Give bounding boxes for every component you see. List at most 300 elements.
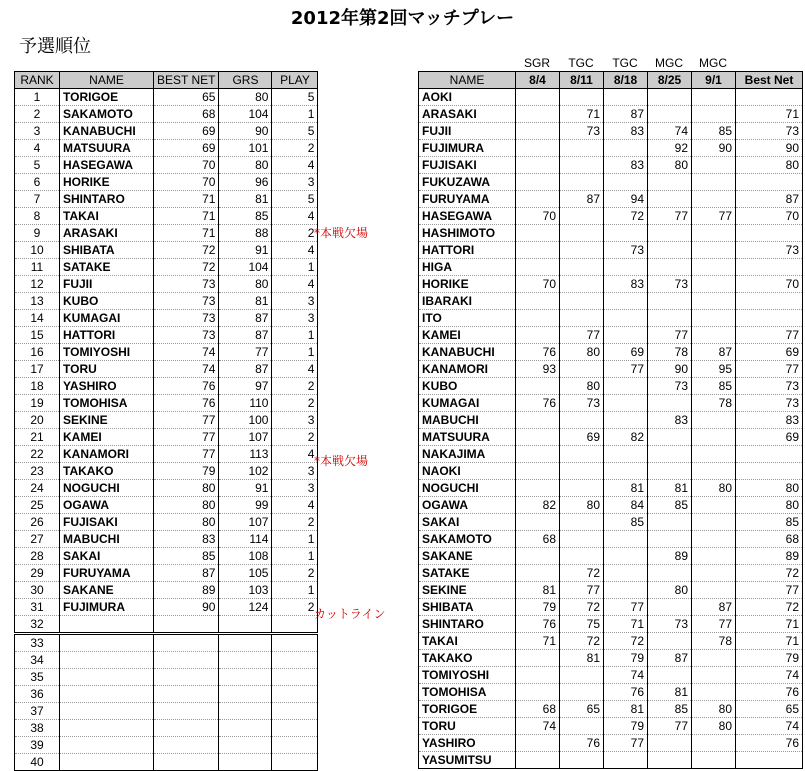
round-score-cell — [560, 463, 604, 480]
table-row — [419, 344, 803, 361]
name-cell: NOGUCHI — [60, 480, 154, 497]
rank-cell: 4 — [15, 140, 60, 157]
name-cell: TAKAKO — [60, 463, 154, 480]
best-net-cell: 72 — [736, 565, 803, 582]
rank-cell: 20 — [15, 412, 60, 429]
event-label-3: TGC — [612, 56, 638, 70]
rank-cell: 15 — [15, 327, 60, 344]
best-net-cell — [154, 669, 219, 686]
round-score-cell — [604, 174, 648, 191]
player-name-cell: TORU — [419, 718, 516, 735]
round-score-cell: 83 — [604, 123, 648, 140]
round-score-cell — [648, 752, 692, 769]
round-score-cell: 81 — [604, 480, 648, 497]
best-net-cell: 80 — [154, 480, 219, 497]
best-net-cell: 80 — [736, 157, 803, 174]
grs-cell: 81 — [219, 191, 272, 208]
col-header-rank: RANK — [15, 72, 60, 89]
round-scores-table — [418, 71, 803, 769]
round-score-cell — [648, 735, 692, 752]
play-cell: 4 — [272, 497, 318, 514]
round-score-cell — [692, 191, 736, 208]
best-net-cell — [736, 259, 803, 276]
rank-cell: 6 — [15, 174, 60, 191]
round-score-cell — [560, 514, 604, 531]
player-name-cell: MATSUURA — [419, 429, 516, 446]
name-cell: OGAWA — [60, 497, 154, 514]
round-score-cell: 68 — [516, 531, 560, 548]
round-score-cell — [516, 650, 560, 667]
table-row — [419, 463, 803, 480]
table-row — [15, 89, 318, 106]
col-header-best-net: Best Net — [736, 72, 803, 89]
table-row — [15, 174, 318, 191]
best-net-cell — [154, 703, 219, 720]
best-net-cell: 72 — [736, 599, 803, 616]
player-name-cell: KUBO — [419, 378, 516, 395]
round-score-cell: 69 — [560, 429, 604, 446]
round-score-cell — [692, 225, 736, 242]
best-net-cell: 87 — [154, 565, 219, 582]
best-net-cell: 74 — [154, 344, 219, 361]
rank-cell: 1 — [15, 89, 60, 106]
round-score-cell: 80 — [692, 701, 736, 718]
grs-cell — [219, 737, 272, 754]
round-score-cell: 87 — [692, 344, 736, 361]
player-name-cell: TAKAI — [419, 633, 516, 650]
table-row — [419, 123, 803, 140]
name-cell: HORIKE — [60, 174, 154, 191]
col-header-date-2: 8/11 — [560, 72, 604, 89]
play-cell: 5 — [272, 191, 318, 208]
round-score-cell — [648, 599, 692, 616]
round-score-cell: 74 — [648, 123, 692, 140]
rank-cell: 31 — [15, 599, 60, 616]
best-net-cell: 73 — [736, 242, 803, 259]
round-score-cell — [516, 123, 560, 140]
best-net-cell: 80 — [154, 497, 219, 514]
rank-cell: 11 — [15, 259, 60, 276]
round-score-cell — [604, 89, 648, 106]
grs-cell: 88 — [219, 225, 272, 242]
name-cell: FUJISAKI — [60, 514, 154, 531]
play-cell: 3 — [272, 480, 318, 497]
round-score-cell — [604, 140, 648, 157]
round-score-cell — [560, 531, 604, 548]
round-score-cell: 77 — [604, 599, 648, 616]
round-score-cell — [516, 684, 560, 701]
name-cell: SHINTARO — [60, 191, 154, 208]
grs-cell — [219, 703, 272, 720]
name-cell: KANAMORI — [60, 446, 154, 463]
grs-cell — [219, 754, 272, 771]
round-score-cell: 68 — [516, 701, 560, 718]
round-score-cell: 73 — [648, 378, 692, 395]
round-score-cell — [692, 242, 736, 259]
table-row — [419, 310, 803, 327]
player-name-cell: FUJIMURA — [419, 140, 516, 157]
round-score-cell: 85 — [692, 123, 736, 140]
name-cell: TAKAI — [60, 208, 154, 225]
round-score-cell — [692, 650, 736, 667]
round-score-cell — [692, 582, 736, 599]
round-score-cell — [692, 565, 736, 582]
play-cell: 3 — [272, 463, 318, 480]
table-row — [15, 446, 318, 463]
player-name-cell: ARASAKI — [419, 106, 516, 123]
best-net-cell: 83 — [154, 531, 219, 548]
cutline-label: カットライン — [314, 607, 386, 621]
round-score-cell — [516, 140, 560, 157]
round-score-cell: 81 — [648, 684, 692, 701]
round-score-cell: 87 — [648, 650, 692, 667]
player-name-cell: SHIBATA — [419, 599, 516, 616]
table-row — [15, 754, 318, 771]
play-cell: 4 — [272, 361, 318, 378]
play-cell: 1 — [272, 327, 318, 344]
round-score-cell — [692, 310, 736, 327]
round-score-cell — [560, 718, 604, 735]
grs-cell: 101 — [219, 140, 272, 157]
round-score-cell — [604, 259, 648, 276]
round-score-cell: 87 — [604, 106, 648, 123]
round-score-cell: 82 — [516, 497, 560, 514]
player-name-cell: KANAMORI — [419, 361, 516, 378]
player-name-cell: TAKAKO — [419, 650, 516, 667]
play-cell: 1 — [272, 531, 318, 548]
round-score-cell — [560, 310, 604, 327]
table-row — [419, 225, 803, 242]
round-score-cell — [560, 548, 604, 565]
rank-cell: 34 — [15, 652, 60, 669]
table-row — [15, 582, 318, 599]
best-net-cell — [736, 293, 803, 310]
best-net-cell — [154, 720, 219, 737]
event-label-4: MGC — [655, 56, 683, 70]
table-row — [15, 412, 318, 429]
play-cell: 4 — [272, 446, 318, 463]
table-row — [15, 737, 318, 754]
table-row — [15, 225, 318, 242]
round-score-cell — [560, 752, 604, 769]
round-score-cell: 77 — [648, 208, 692, 225]
round-score-cell — [692, 327, 736, 344]
best-net-cell: 69 — [154, 123, 219, 140]
best-net-cell: 83 — [736, 412, 803, 429]
play-cell: 3 — [272, 310, 318, 327]
name-cell: YASHIRO — [60, 378, 154, 395]
best-net-cell: 70 — [736, 208, 803, 225]
player-name-cell: YASUMITSU — [419, 752, 516, 769]
table-row — [419, 599, 803, 616]
name-cell: SAKAI — [60, 548, 154, 565]
name-cell: MABUCHI — [60, 531, 154, 548]
grs-cell: 77 — [219, 344, 272, 361]
table-row — [419, 174, 803, 191]
rank-cell: 24 — [15, 480, 60, 497]
round-score-cell — [516, 225, 560, 242]
round-score-cell — [516, 548, 560, 565]
best-net-cell: 80 — [736, 497, 803, 514]
table-row — [15, 686, 318, 703]
round-score-cell: 90 — [648, 361, 692, 378]
rank-cell: 8 — [15, 208, 60, 225]
qualifying-rank-table — [14, 71, 318, 771]
player-name-cell: SAKAI — [419, 514, 516, 531]
round-score-cell: 71 — [560, 106, 604, 123]
best-net-cell: 85 — [154, 548, 219, 565]
rank-cell: 39 — [15, 737, 60, 754]
table-row — [15, 599, 318, 616]
best-net-cell: 73 — [736, 395, 803, 412]
grs-cell: 107 — [219, 514, 272, 531]
best-net-cell: 68 — [154, 106, 219, 123]
round-score-cell — [516, 463, 560, 480]
table-row — [15, 310, 318, 327]
best-net-cell: 76 — [736, 684, 803, 701]
name-cell: KUBO — [60, 293, 154, 310]
rank-cell: 16 — [15, 344, 60, 361]
round-score-cell — [692, 259, 736, 276]
play-cell: 2 — [272, 599, 318, 616]
round-score-cell — [516, 157, 560, 174]
grs-cell: 90 — [219, 123, 272, 140]
player-name-cell: TORIGOE — [419, 701, 516, 718]
name-cell: MATSUURA — [60, 140, 154, 157]
grs-cell: 110 — [219, 395, 272, 412]
round-score-cell: 94 — [604, 191, 648, 208]
table-row — [419, 157, 803, 174]
round-score-cell — [648, 225, 692, 242]
round-score-cell: 76 — [516, 344, 560, 361]
play-cell: 4 — [272, 276, 318, 293]
rank-cell: 28 — [15, 548, 60, 565]
table-row — [419, 327, 803, 344]
name-cell — [60, 686, 154, 703]
player-name-cell: TOMIYOSHI — [419, 667, 516, 684]
round-score-cell — [648, 106, 692, 123]
name-cell — [60, 754, 154, 771]
round-score-cell — [648, 259, 692, 276]
name-cell: SAKANE — [60, 582, 154, 599]
play-cell: 1 — [272, 582, 318, 599]
round-score-cell — [516, 378, 560, 395]
name-cell: HATTORI — [60, 327, 154, 344]
best-net-cell: 76 — [736, 735, 803, 752]
table-row — [15, 327, 318, 344]
round-score-cell — [560, 208, 604, 225]
absent-note-takako: *本戦欠場 — [314, 454, 369, 468]
round-score-cell — [648, 395, 692, 412]
round-score-cell — [516, 89, 560, 106]
table-row — [419, 242, 803, 259]
round-score-cell — [516, 752, 560, 769]
rank-cell: 5 — [15, 157, 60, 174]
round-score-cell: 73 — [648, 616, 692, 633]
col-header-best-net: BEST NET — [154, 72, 219, 89]
round-score-cell — [560, 684, 604, 701]
player-name-cell: FUJII — [419, 123, 516, 140]
player-name-cell: AOKI — [419, 89, 516, 106]
table-row — [15, 634, 318, 652]
player-name-cell: NAKAJIMA — [419, 446, 516, 463]
round-score-cell: 65 — [560, 701, 604, 718]
grs-cell: 97 — [219, 378, 272, 395]
name-cell — [60, 652, 154, 669]
grs-cell: 81 — [219, 293, 272, 310]
play-cell: 2 — [272, 395, 318, 412]
best-net-cell: 65 — [736, 701, 803, 718]
round-score-cell — [692, 548, 736, 565]
play-cell — [272, 737, 318, 754]
table-row — [419, 565, 803, 582]
best-net-cell: 79 — [154, 463, 219, 480]
round-score-cell: 72 — [604, 208, 648, 225]
player-name-cell: KANABUCHI — [419, 344, 516, 361]
table-row — [15, 720, 318, 737]
best-net-cell — [154, 634, 219, 652]
play-cell: 2 — [272, 514, 318, 531]
play-cell — [272, 669, 318, 686]
round-score-cell — [648, 565, 692, 582]
play-cell: 1 — [272, 548, 318, 565]
round-score-cell — [560, 480, 604, 497]
table-row — [15, 344, 318, 361]
round-score-cell — [604, 412, 648, 429]
rank-cell: 23 — [15, 463, 60, 480]
table-row — [15, 531, 318, 548]
play-cell: 2 — [272, 378, 318, 395]
round-score-cell: 78 — [692, 633, 736, 650]
round-score-cell: 72 — [560, 633, 604, 650]
round-score-cell — [692, 667, 736, 684]
grs-cell: 113 — [219, 446, 272, 463]
name-cell: SATAKE — [60, 259, 154, 276]
best-net-cell: 71 — [154, 208, 219, 225]
round-score-cell: 76 — [604, 684, 648, 701]
event-label-5: MGC — [699, 56, 727, 70]
name-cell: SEKINE — [60, 412, 154, 429]
name-cell: SHIBATA — [60, 242, 154, 259]
round-score-cell: 76 — [516, 616, 560, 633]
grs-cell: 91 — [219, 242, 272, 259]
table-row — [419, 531, 803, 548]
round-score-cell: 71 — [604, 616, 648, 633]
best-net-cell: 80 — [736, 480, 803, 497]
table-row — [419, 735, 803, 752]
best-net-cell: 73 — [736, 378, 803, 395]
name-cell: SAKAMOTO — [60, 106, 154, 123]
name-cell: FURUYAMA — [60, 565, 154, 582]
best-net-cell: 85 — [736, 514, 803, 531]
round-score-cell — [692, 531, 736, 548]
table-row — [419, 412, 803, 429]
play-cell: 2 — [272, 140, 318, 157]
player-name-cell: FURUYAMA — [419, 191, 516, 208]
best-net-cell — [736, 174, 803, 191]
round-score-cell — [692, 684, 736, 701]
round-score-cell: 81 — [516, 582, 560, 599]
round-score-cell: 79 — [604, 718, 648, 735]
name-cell: HASEGAWA — [60, 157, 154, 174]
name-cell: KUMAGAI — [60, 310, 154, 327]
player-name-cell: HORIKE — [419, 276, 516, 293]
round-score-cell — [516, 191, 560, 208]
section-title: 予選順位 — [19, 36, 91, 57]
table-row — [419, 752, 803, 769]
best-net-cell: 65 — [154, 89, 219, 106]
table-row — [15, 395, 318, 412]
round-score-cell — [560, 174, 604, 191]
round-score-cell — [560, 225, 604, 242]
round-score-cell — [648, 463, 692, 480]
name-cell: TORU — [60, 361, 154, 378]
play-cell: 2 — [272, 429, 318, 446]
player-name-cell: FUKUZAWA — [419, 174, 516, 191]
round-score-cell — [648, 310, 692, 327]
round-score-cell: 76 — [560, 735, 604, 752]
round-score-cell — [648, 429, 692, 446]
round-score-cell — [604, 378, 648, 395]
round-score-cell: 70 — [516, 208, 560, 225]
table-row — [419, 259, 803, 276]
round-score-cell — [604, 395, 648, 412]
round-score-cell — [516, 412, 560, 429]
rank-cell: 21 — [15, 429, 60, 446]
play-cell: 3 — [272, 293, 318, 310]
grs-cell: 80 — [219, 89, 272, 106]
best-net-cell: 73 — [154, 276, 219, 293]
event-label-1: SGR — [523, 56, 550, 70]
round-score-cell — [604, 293, 648, 310]
best-net-cell: 71 — [736, 616, 803, 633]
table-row — [15, 140, 318, 157]
round-score-cell: 82 — [604, 429, 648, 446]
player-name-cell: HIGA — [419, 259, 516, 276]
best-net-cell — [736, 225, 803, 242]
table-row — [419, 446, 803, 463]
rank-cell: 37 — [15, 703, 60, 720]
round-score-cell — [648, 242, 692, 259]
round-score-cell — [604, 582, 648, 599]
round-score-cell — [516, 174, 560, 191]
table-row — [419, 718, 803, 735]
play-cell: 1 — [272, 259, 318, 276]
rank-cell: 2 — [15, 106, 60, 123]
rank-cell: 36 — [15, 686, 60, 703]
best-net-cell: 74 — [736, 718, 803, 735]
best-net-cell: 90 — [154, 599, 219, 616]
round-score-cell: 84 — [604, 497, 648, 514]
rank-cell: 33 — [15, 634, 60, 652]
round-score-cell — [692, 735, 736, 752]
best-net-cell: 87 — [736, 191, 803, 208]
table-row — [419, 429, 803, 446]
play-cell: 3 — [272, 412, 318, 429]
best-net-cell: 70 — [154, 174, 219, 191]
rank-cell: 19 — [15, 395, 60, 412]
rank-cell: 18 — [15, 378, 60, 395]
round-score-cell: 92 — [648, 140, 692, 157]
rank-cell: 29 — [15, 565, 60, 582]
player-name-cell: TOMOHISA — [419, 684, 516, 701]
table-row — [15, 429, 318, 446]
round-score-cell: 80 — [648, 157, 692, 174]
best-net-cell — [736, 463, 803, 480]
table-row — [419, 650, 803, 667]
name-cell: FUJIMURA — [60, 599, 154, 616]
table-row — [419, 701, 803, 718]
